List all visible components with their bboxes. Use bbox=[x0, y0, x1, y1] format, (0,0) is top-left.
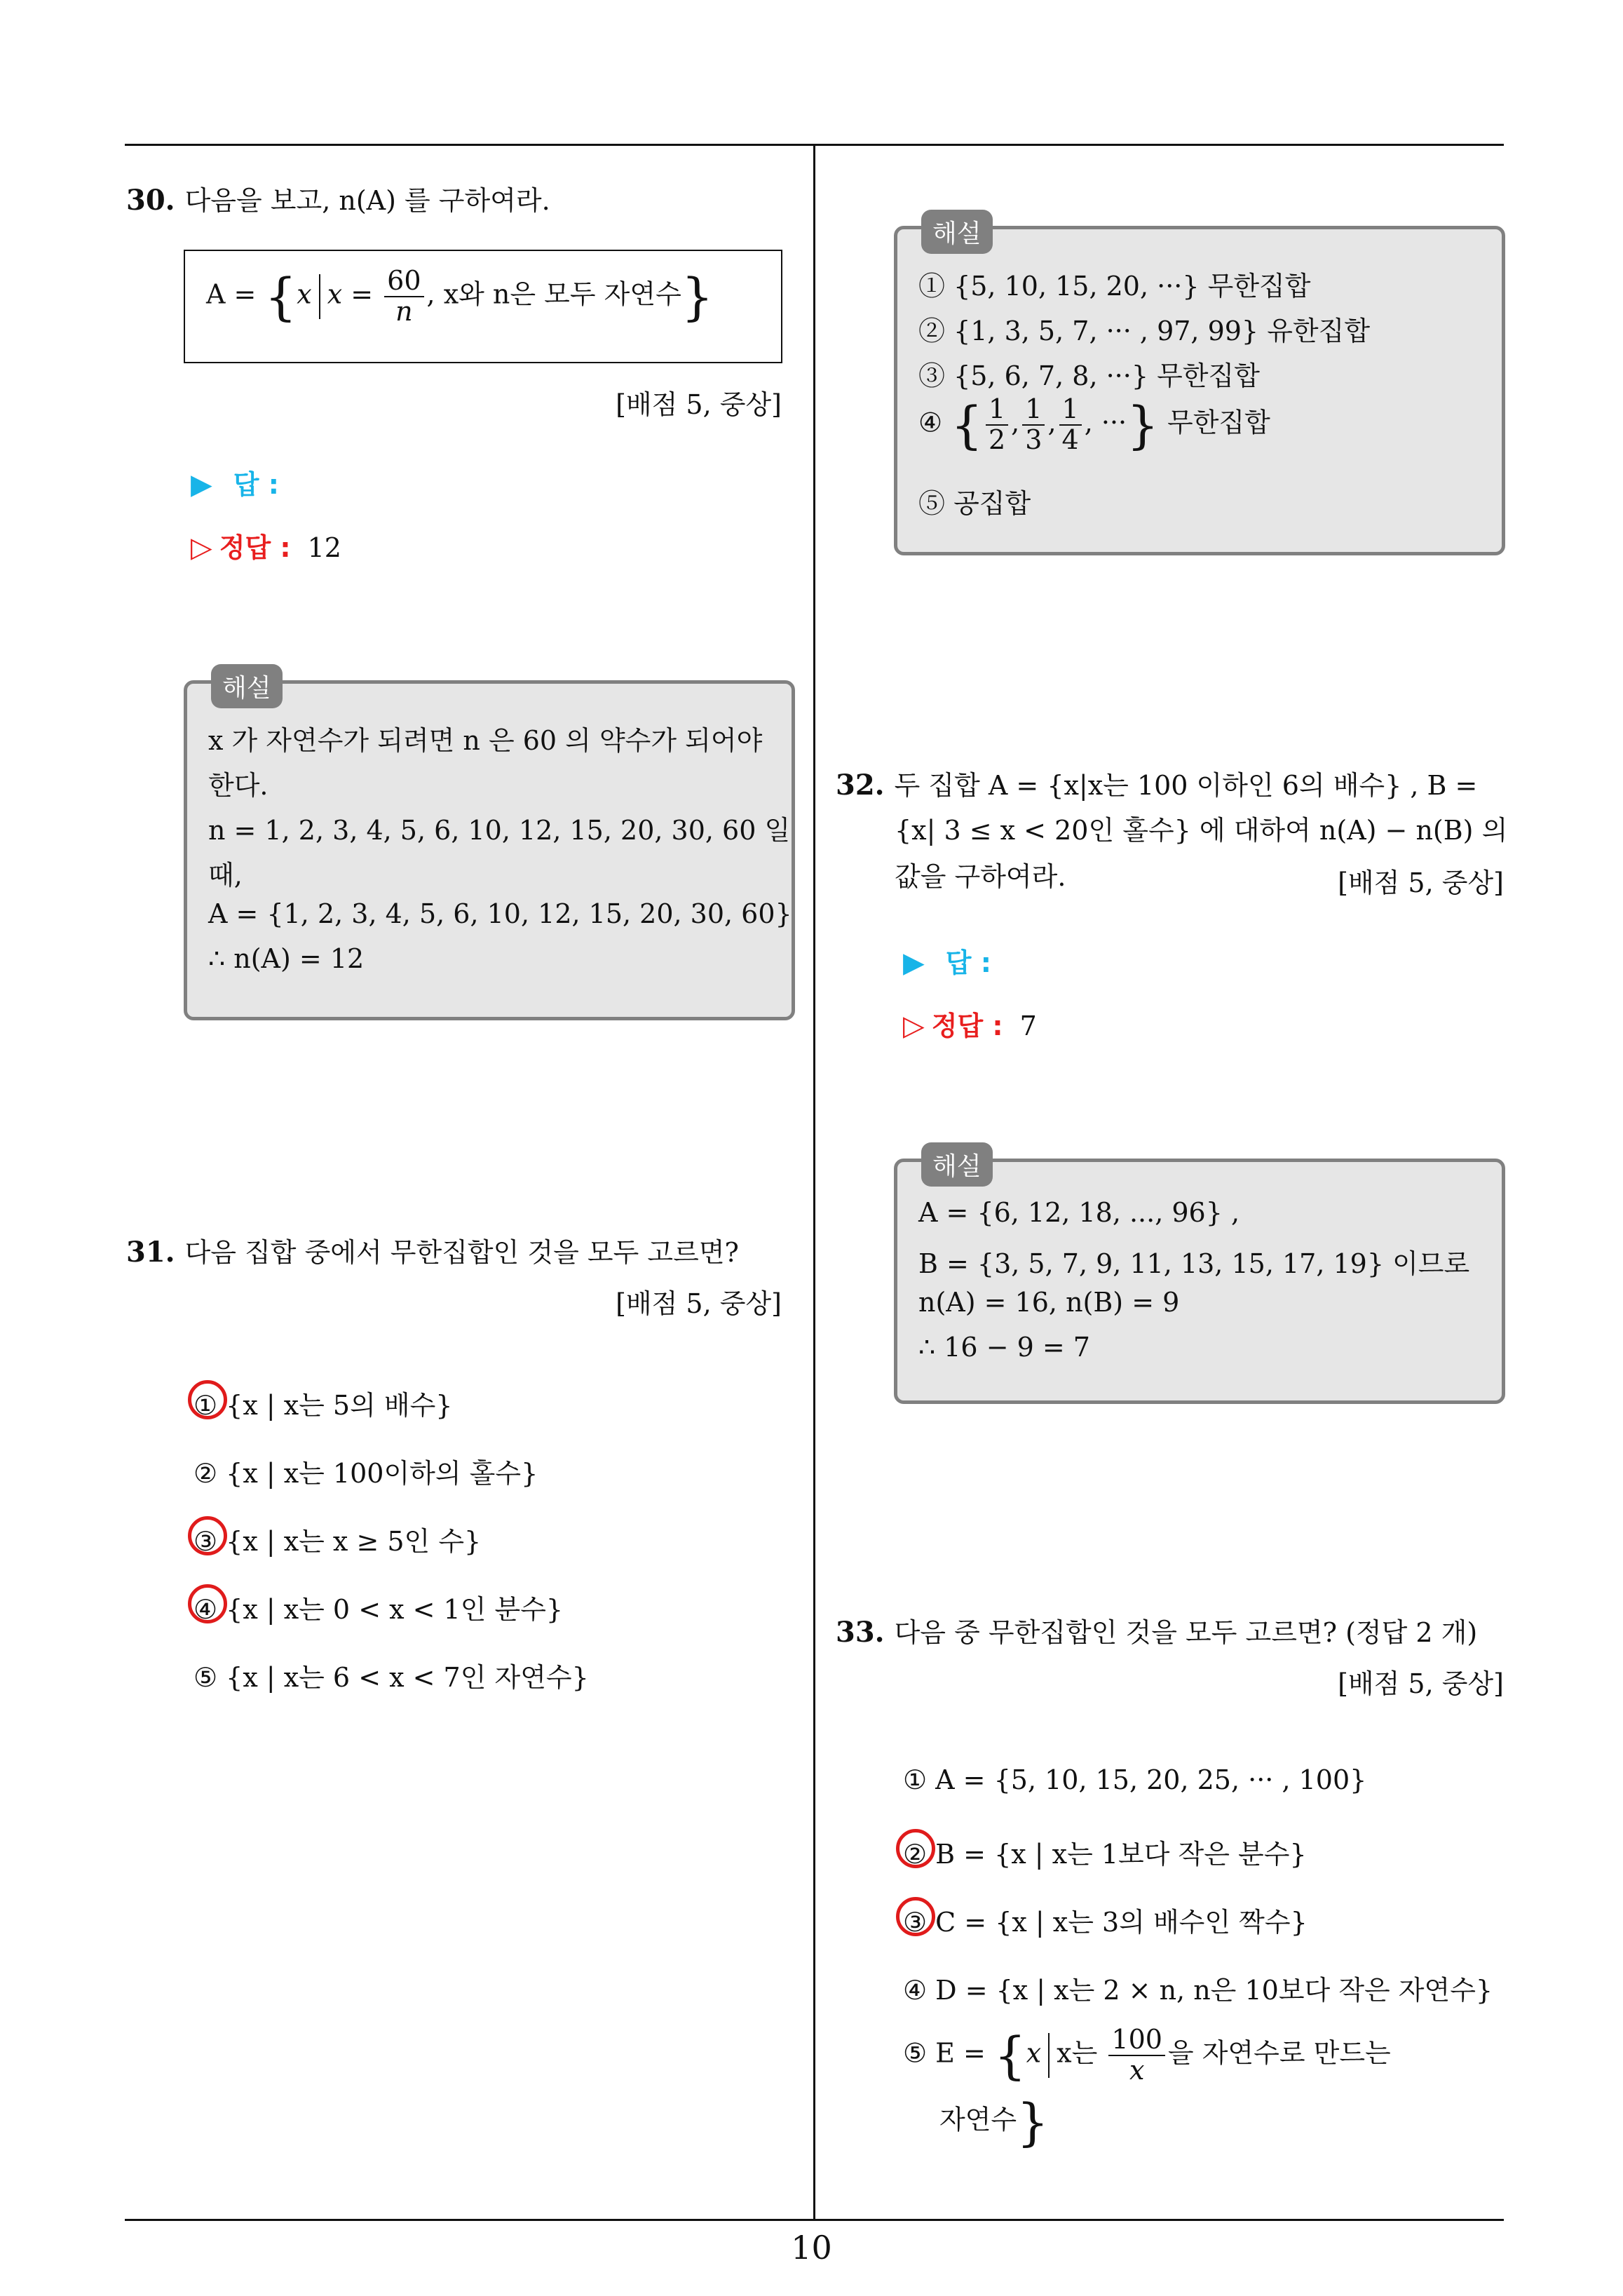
solution-line: ③ {5, 6, 7, 8, ···} 무한집합 bbox=[918, 360, 1260, 391]
solution-box bbox=[894, 1152, 1505, 1404]
choice-3[interactable]: ③ {x | x는 x ≥ 5인 수} bbox=[193, 1526, 482, 1557]
solution-line: ∴ 16 − 9 = 7 bbox=[918, 1332, 1090, 1363]
solution-line: ⑤ 공집합 bbox=[918, 488, 1031, 519]
score-label: [배점 5, 중상] bbox=[1338, 867, 1504, 898]
answer-row bbox=[903, 941, 991, 980]
set-definition-box bbox=[184, 250, 782, 363]
answer-label: 답 : bbox=[945, 947, 991, 978]
correct-answer-row bbox=[191, 526, 341, 565]
question-text-line1: 두 집합 A = {x|x는 100 이하인 6의 배수} , B = bbox=[894, 770, 1478, 801]
solution-box bbox=[894, 220, 1505, 555]
choice-4[interactable]: ④ D = {x | x는 2 × n, n은 10보다 작은 자연수} bbox=[903, 1975, 1493, 2006]
correct-label: 정답 : bbox=[931, 1011, 1003, 1041]
question-text: 다음 집합 중에서 무한집합인 것을 모두 고르면? bbox=[184, 1237, 739, 1268]
choice-5-continued: 자연수} bbox=[939, 2093, 1049, 2152]
column-divider bbox=[813, 145, 815, 2219]
correct-arrow-icon: ▷ bbox=[191, 532, 212, 564]
selected-mark-icon bbox=[896, 1829, 935, 1868]
solution-line: n(A) = 16, n(B) = 9 bbox=[918, 1287, 1180, 1318]
question-text-line3: 값을 구하여라. bbox=[895, 861, 1066, 892]
solution-line: 때, bbox=[208, 860, 243, 891]
question-33 bbox=[836, 1616, 1477, 1649]
question-31 bbox=[126, 1236, 739, 1269]
set-definition: A = {x x = $\frac{60}{n}$ , x와 n은 모두 자연수} bbox=[206, 265, 714, 327]
choice-1[interactable]: ① {x | x는 5의 배수} bbox=[193, 1390, 453, 1421]
solution-line: A = {6, 12, 18, ..., 96} , bbox=[918, 1197, 1240, 1228]
answer-arrow-icon: ▶ bbox=[191, 468, 212, 501]
score-label: [배점 5, 중상] bbox=[1338, 1668, 1504, 1699]
answer-label: 답 : bbox=[233, 469, 279, 500]
question-number: 31. bbox=[126, 1236, 175, 1269]
choice-3[interactable]: ③ C = {x | x는 3의 배수인 짝수} bbox=[903, 1907, 1308, 1938]
correct-label: 정답 : bbox=[219, 532, 291, 563]
selected-mark-icon bbox=[188, 1516, 227, 1555]
solution-line: x 가 자연수가 되려면 n 은 60 의 약수가 되어야 bbox=[208, 725, 763, 756]
correct-arrow-icon: ▷ bbox=[903, 1010, 925, 1042]
question-32 bbox=[836, 769, 1477, 802]
solution-line: ① {5, 10, 15, 20, ···} 무한집합 bbox=[918, 271, 1311, 302]
question-number: 33. bbox=[836, 1616, 885, 1649]
question-text-line2: {x| 3 ≤ x < 20인 홀수} 에 대하여 n(A) − n(B) 의 bbox=[895, 815, 1508, 846]
choice-2[interactable]: ② B = {x | x는 1보다 작은 분수} bbox=[903, 1839, 1307, 1870]
solution-tag: 해설 bbox=[211, 664, 283, 708]
correct-value: 7 bbox=[1019, 1011, 1037, 1041]
correct-value: 12 bbox=[307, 532, 341, 563]
choice-5[interactable]: ⑤ E = {x x는 $\frac{100}{x}$ 을 자연수로 만드는 bbox=[903, 2024, 1391, 2086]
question-text: 다음 중 무한집합인 것을 모두 고르면? (정답 2 개) bbox=[894, 1617, 1478, 1648]
choice-4[interactable]: ④ {x | x는 0 < x < 1인 분수} bbox=[193, 1594, 564, 1625]
choice-5[interactable]: ⑤ {x | x는 6 < x < 7인 자연수} bbox=[193, 1662, 589, 1693]
question-text: 다음을 보고, n(A) 를 구하여라. bbox=[184, 185, 550, 216]
choice-2[interactable]: ② {x | x는 100이하의 홀수} bbox=[193, 1458, 538, 1489]
question-number: 30. bbox=[126, 184, 175, 217]
solution-line: ④ { $\frac{1}{2}$ , $\frac{1}{3}$ , $\frac{1}{4}$ , ···} 무한집합 bbox=[918, 393, 1270, 455]
solution-line: A = {1, 2, 3, 4, 5, 6, 10, 12, 15, 20, 30, 60} bbox=[208, 898, 792, 929]
selected-mark-icon bbox=[896, 1897, 935, 1936]
bottom-rule bbox=[125, 2219, 1504, 2221]
question-30 bbox=[126, 184, 550, 217]
fraction: $\frac{60}{n}$ bbox=[384, 266, 423, 327]
selected-mark-icon bbox=[188, 1584, 227, 1623]
solution-line: n = 1, 2, 3, 4, 5, 6, 10, 12, 15, 20, 30, 60 일 bbox=[208, 815, 791, 846]
solution-line: B = {3, 5, 7, 9, 11, 13, 15, 17, 19} 이므로 bbox=[918, 1248, 1470, 1279]
solution-tag: 해설 bbox=[921, 210, 993, 254]
score-label: [배점 5, 중상] bbox=[616, 389, 782, 420]
answer-arrow-icon: ▶ bbox=[903, 947, 925, 979]
score-label: [배점 5, 중상] bbox=[616, 1288, 782, 1319]
answer-row bbox=[191, 463, 279, 501]
solution-line: ∴ n(A) = 12 bbox=[208, 943, 365, 974]
solution-tag: 해설 bbox=[921, 1142, 993, 1187]
solution-box bbox=[184, 674, 795, 1020]
choice-1[interactable]: ① A = {5, 10, 15, 20, 25, ··· , 100} bbox=[903, 1764, 1367, 1795]
selected-mark-icon bbox=[188, 1380, 227, 1419]
solution-line: 한다. bbox=[208, 770, 269, 801]
correct-answer-row bbox=[903, 1004, 1037, 1043]
page-number: 10 bbox=[791, 2229, 832, 2267]
solution-line: ② {1, 3, 5, 7, ··· , 97, 99} 유한집합 bbox=[918, 316, 1371, 346]
question-number: 32. bbox=[836, 769, 885, 802]
